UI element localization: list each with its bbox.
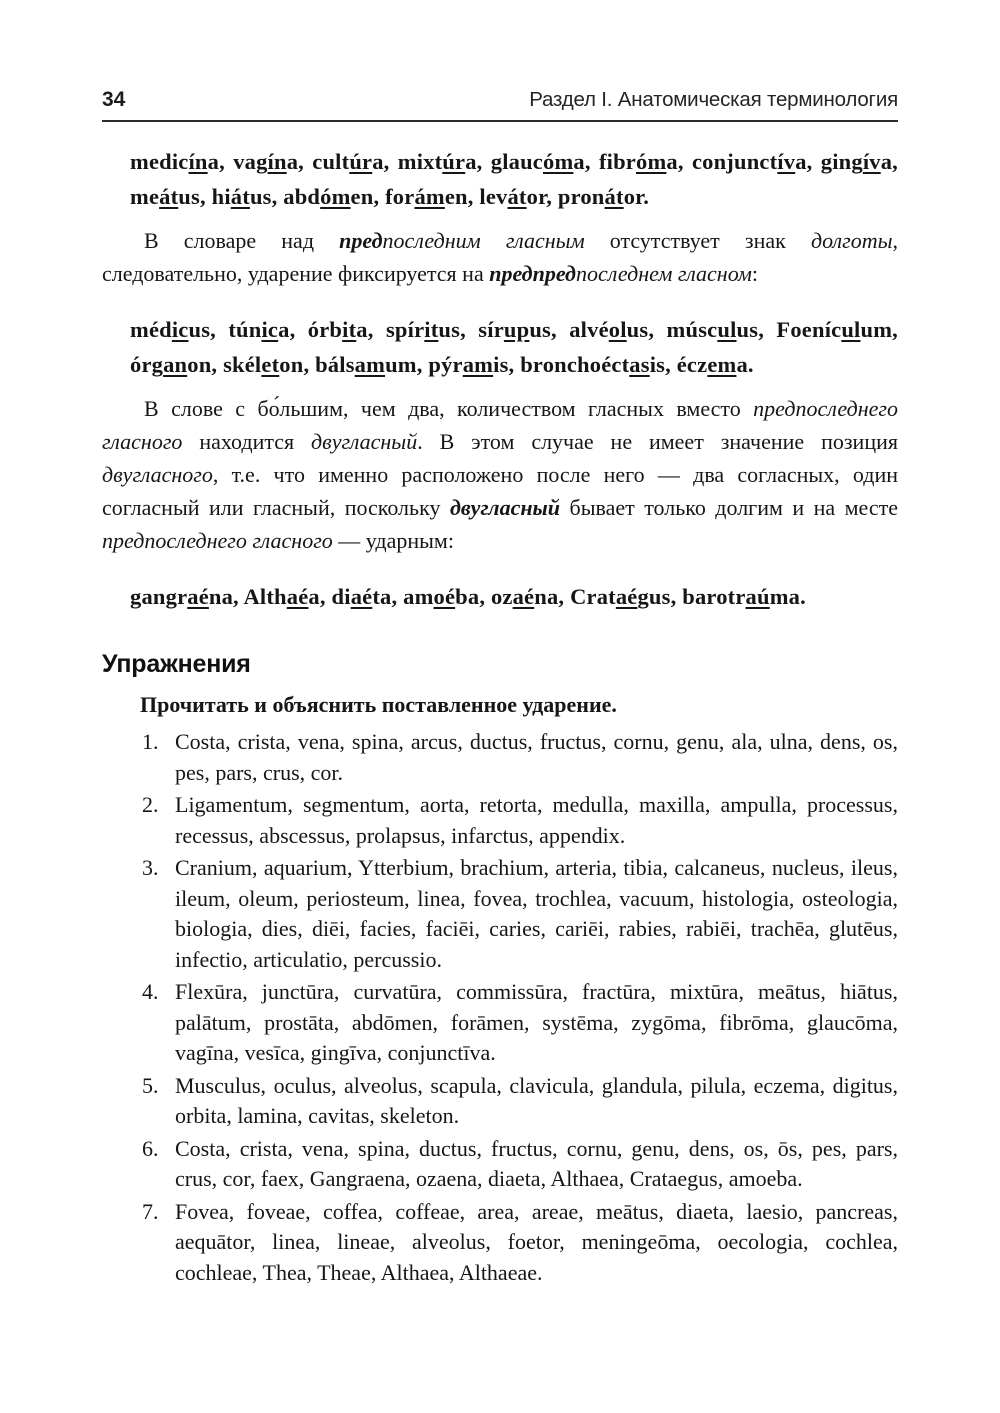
section-title: Раздел I. Анатомическая терминология (529, 88, 898, 111)
text-run: Musculus, oculus, alveolus, scapula, clavicula, glandula, pilula, eczema, digitus, orbita, lamina, cavitas, skeleton. (175, 1072, 898, 1128)
text-run: a, vag (207, 149, 268, 174)
text-run: В слове с бо́льшим, чем два, количеством гласных вместо (144, 396, 754, 421)
exercise-text (175, 1199, 898, 1285)
text-run: et (261, 352, 280, 377)
text-run: medic (130, 149, 189, 174)
text-run: as (629, 352, 650, 377)
text-run: В словаре над (144, 228, 340, 253)
text-run: предпоследнего гласного (102, 396, 898, 454)
text-run: na, Crat (534, 584, 616, 609)
exercises-heading (102, 650, 898, 679)
exercise-number: 7. (142, 1198, 159, 1224)
text-run: , следовательно, ударение фиксируется на (102, 228, 898, 286)
text-run: aé (615, 584, 638, 609)
text-run: us, tún (188, 317, 262, 342)
text-run: or. (623, 184, 650, 209)
page-body (102, 144, 898, 1288)
text-run: is, écz (649, 352, 708, 377)
text-run: ma. (769, 584, 806, 609)
exercise-text (175, 855, 898, 972)
text-run: a, glauc (465, 149, 543, 174)
page-header (102, 88, 898, 122)
text-run: находится (182, 429, 312, 454)
text-run: en, for (350, 184, 415, 209)
text-run: us, abd (249, 184, 321, 209)
text-run: aé (512, 584, 535, 609)
exercise-item (102, 727, 898, 788)
text-run: двугласного (102, 462, 213, 487)
term-list-paragraph (130, 312, 898, 382)
exercise-item (102, 790, 898, 851)
text-run: последним гласным (382, 228, 585, 253)
text-run: oé (433, 584, 456, 609)
text-run: долготы (810, 228, 893, 253)
text-run: us, Foeníc (736, 317, 842, 342)
text-run: отсутствует знак (584, 228, 811, 253)
text-run: ám (414, 184, 445, 209)
text-run: úr (442, 149, 466, 174)
text-run: бывает только долгим и на месте (560, 495, 899, 520)
page-number: 34 (102, 88, 126, 111)
text-run: úr (349, 149, 373, 174)
text-run: us, músc (626, 317, 718, 342)
body-paragraph (102, 392, 898, 557)
text-run: a, me (130, 149, 898, 209)
exercise-item (102, 1071, 898, 1132)
text-run: át (159, 184, 179, 209)
text-run: on, báls (279, 352, 355, 377)
text-run: is, bronchoéct (493, 352, 630, 377)
text-run: последнем гласном (575, 261, 752, 286)
text-run: . В этом случае не имеет значение позиция (417, 429, 898, 454)
text-run: am (354, 352, 386, 377)
text-run: ic (261, 317, 279, 342)
exercise-number: 4. (142, 979, 159, 1004)
text-run: or, pron (526, 184, 605, 209)
exercise-number: 5. (142, 1072, 159, 1098)
exercise-item (102, 1197, 898, 1289)
exercise-item (102, 853, 898, 975)
text-run: Cranium, aquarium, Ytterbium, brachium, arteria, tibia, calcaneus, nucleus, ileus, ileum, oleum, periosteum, linea, fovea, trochlea, vacuum, histologia, osteologia, biologia, dies, diēi, facies, faciēi, caries, cariēi, rabies, rabiēi, trachēa, glutēus, infectio, articulatio, percussio. (175, 855, 898, 972)
text-run: пред (339, 228, 383, 253)
exercise-number: 1. (142, 729, 159, 754)
text-run: méd (130, 317, 172, 342)
text-run: двугласный (311, 429, 418, 454)
text-run: am (462, 352, 494, 377)
text-run: Ligamentum, segmentum, aorta, retorta, medulla, maxilla, ampulla, processus, recessus, abscessus, prolapsus, infarctus, appendix. (175, 792, 898, 848)
text-run: Flexūra, junctūra, curvatūra, commissūra, fractūra, mixtūra, meātus, hiātus, palātum, prostāta, abdōmen, forāmen, systēma, zygōma, fibrōma, glaucōma, vagīna, vesīca, gingīva, conjunctīva. (175, 979, 898, 1065)
text-run: Costa, crista, vena, spina, arcus, ductus, fructus, cornu, genu, ala, ulna, dens, os, pes, pars, crus, cor. (175, 729, 898, 785)
text-run: gangr (130, 584, 188, 609)
text-run: óm (320, 184, 351, 209)
text-run: ic (171, 317, 189, 342)
text-run: Costa, crista, vena, spina, ductus, fructus, cornu, genu, dens, os, ōs, pes, pars, crus, cor, faex, Gangraena, ozaena, diaeta, Althaea, Crataegus, amoeba. (175, 1135, 898, 1191)
text-run: it (342, 317, 357, 342)
text-run: aé (286, 584, 309, 609)
body-paragraph (102, 224, 898, 290)
text-run: óm (636, 149, 667, 174)
exercise-text (175, 792, 898, 848)
text-run: át (507, 184, 527, 209)
exercise-text (175, 1073, 898, 1129)
text-run: , т.е. что именно расположено после него — два согласных, один согласный или гласный, поскольку (102, 462, 898, 520)
term-list-paragraph (130, 144, 898, 214)
text-run: ín (267, 149, 287, 174)
text-run: aé (187, 584, 209, 609)
text-run: um, pýr (385, 352, 463, 377)
text-run: át (604, 184, 624, 209)
text-run: aú (745, 584, 770, 609)
text-run: a, di (308, 584, 351, 609)
term-list-paragraph (130, 579, 898, 614)
exercise-text (175, 1136, 898, 1192)
exercise-item (102, 977, 898, 1069)
text-run: a, órb (278, 317, 343, 342)
exercise-item (102, 1134, 898, 1195)
text-run: двугласный (449, 495, 561, 520)
exercise-instruction (102, 689, 898, 720)
text-run: предпоследнего гласного (102, 528, 333, 553)
text-run: um, órg (130, 317, 898, 377)
text-run: : (751, 261, 759, 286)
exercise-text (175, 979, 898, 1065)
exercise-number: 2. (142, 792, 159, 817)
text-run: a. (736, 352, 754, 377)
text-run: — ударным: (332, 528, 454, 553)
text-run: Прочитать и объяснить поставленное ударение. (140, 692, 617, 717)
text-run: up (503, 317, 530, 342)
text-run: on, skél (187, 352, 262, 377)
text-run: ul (717, 317, 737, 342)
text-run: óm (543, 149, 574, 174)
text-run: Fovea, foveae, coffea, coffeae, area, areae, meātus, diaeta, laesio, pancreas, aequātor, linea, lineae, alveolus, foetor, meningeōma, oecologia, cochlea, cochleae, Thea, Theae, Althaea, Althaeae. (175, 1198, 898, 1285)
text-run: a, cult (286, 149, 350, 174)
text-run: ív (862, 149, 881, 174)
exercise-number: 3. (142, 855, 159, 880)
text-run: Упражнения (102, 650, 251, 678)
text-run: ív (777, 149, 796, 174)
text-run: a, spír (356, 317, 425, 342)
text-run: ín (188, 149, 208, 174)
text-run: us, sír (438, 317, 504, 342)
text-run: en, lev (444, 184, 508, 209)
text-run: át (230, 184, 250, 209)
text-run: ba, oz (455, 584, 513, 609)
text-run: ul (841, 317, 861, 342)
text-run: us, hi (178, 184, 231, 209)
text-run: a, fibr (573, 149, 636, 174)
text-run: it (424, 317, 439, 342)
text-run: us, alvé (529, 317, 609, 342)
text-run: a, mixt (372, 149, 443, 174)
text-run: aé (350, 584, 373, 609)
text-run: an (163, 352, 188, 377)
text-run: a, ging (795, 149, 863, 174)
text-run: предпред (489, 261, 576, 286)
text-run: ta, am (372, 584, 434, 609)
exercise-number: 6. (142, 1135, 159, 1161)
text-run: a, conjunct (666, 149, 778, 174)
text-run: na, Alth (208, 584, 287, 609)
exercise-text (175, 729, 898, 785)
text-run: gus, barotr (637, 584, 746, 609)
text-run: em (707, 352, 737, 377)
text-run: ol (608, 317, 627, 342)
